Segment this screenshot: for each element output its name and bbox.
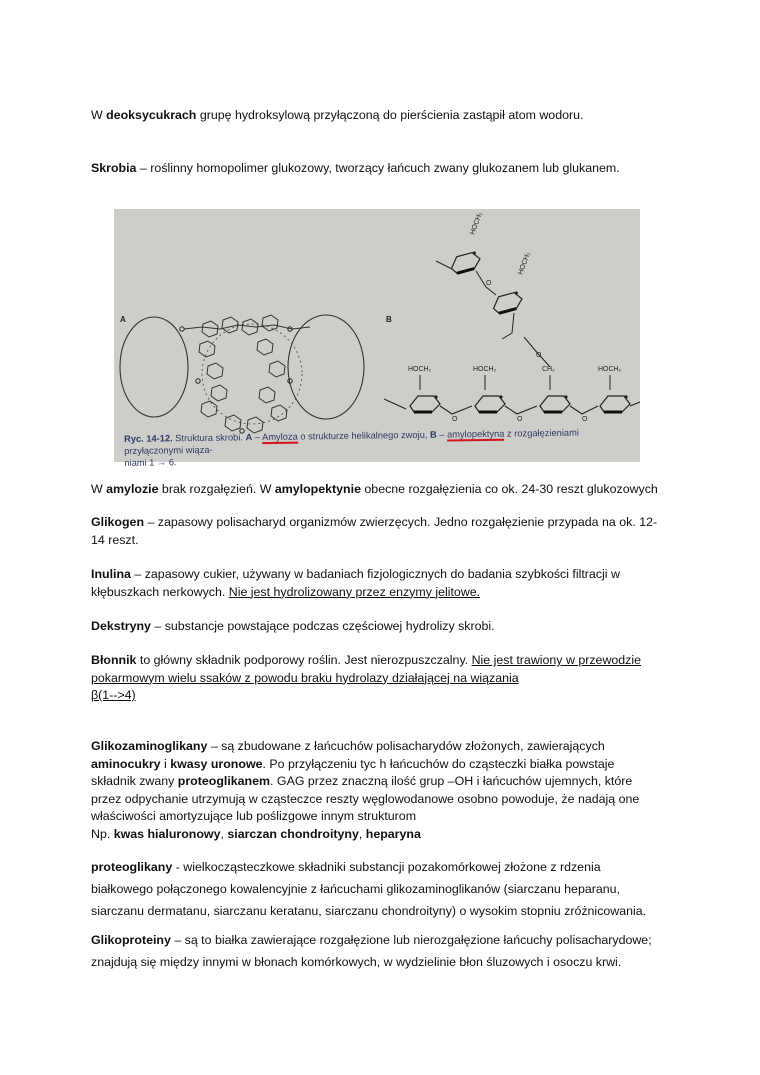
figure-caption: Ryc. 14-12. Struktura skrobi. A – Amyloza o strukturze helikalnego zwoju, B – amylopektyna z rozgałęzieniami przyłączonymi wiąza- niami 1 → 6. xyxy=(124,427,579,468)
ch2-label: CH₂ xyxy=(542,366,555,373)
caption-amyloza: Amyloza xyxy=(262,431,298,443)
hoch2-label-3: HOCH₂ xyxy=(598,366,622,373)
term-glikoproteiny: Glikoproteiny xyxy=(91,933,171,947)
svg-text:O: O xyxy=(536,352,542,359)
term-amylopektyna: amylopektynie xyxy=(274,482,361,496)
paragraph-dekstryny: Dekstryny – substancje powstające podczas częściowej hydrolizy skrobi. xyxy=(91,619,495,633)
hoch2-label-1: HOCH₂ xyxy=(408,366,432,373)
svg-text:O: O xyxy=(486,280,492,287)
figure-label-a: A xyxy=(120,315,126,324)
paragraph-amyloza: W amylozie brak rozgałęzień. W amylopektynie obecne rozgałęzienia co ok. 24-30 reszt glukozowych xyxy=(91,482,658,496)
svg-text:O: O xyxy=(517,416,523,423)
svg-text:HOCH₂: HOCH₂ xyxy=(517,251,532,276)
term-skrobia: Skrobia xyxy=(91,161,137,175)
term-glikozaminoglikany: Glikozaminoglikany xyxy=(91,739,208,753)
figure-label-b: B xyxy=(386,315,392,324)
starch-structure-drawing xyxy=(114,209,640,462)
paragraph-blonnik: Błonnik to główny składnik podporowy roślin. Jest nierozpuszczalny. Nie jest trawiony w przewodzie pokarmowym wielu ssaków z powodu braku hydrolazy działającej na wiązania β(1-->4) xyxy=(91,653,642,702)
term-amyloza: amylozie xyxy=(106,482,159,496)
svg-text:O: O xyxy=(452,416,458,423)
svg-text:O: O xyxy=(582,416,588,423)
paragraph-glikoproteiny: Glikoproteiny – są to białka zawierające rozgałęzione lub nierozgałęzione łańcuchy polisacharydowe; znajdują się między innymi w błonach komórkowych, w wydzielinie błon śluzowych i osoczu krwi. xyxy=(91,933,652,969)
amylose-helix-diagram xyxy=(120,315,364,433)
term-dekstryny: Dekstryny xyxy=(91,619,151,633)
amylopectin-branch-diagram xyxy=(384,211,640,423)
term-glikogen: Glikogen xyxy=(91,515,145,529)
paragraph-skrobia: Skrobia – roślinny homopolimer glukozowy, tworzący łańcuch zwany glukozanem lub glukanem. xyxy=(91,161,620,175)
paragraph-inulina: Inulina – zapasowy cukier, używany w badaniach fizjologicznych do badania szybkości filtracji w kłębuszkach nerkowych. Nie jest hydrolizowany przez enzymy jelitowe. xyxy=(91,567,620,599)
paragraph-glikogen: Glikogen – zapasowy polisacharyd organizmów zwierzęcych. Jedno rozgałęzienie przypada na ok. 12- 14 reszt. xyxy=(91,515,658,547)
term-blonnik: Błonnik xyxy=(91,653,137,667)
term-deoksycukry: deoksycukrach xyxy=(106,108,197,122)
paragraph-glikozaminoglikany: Glikozaminoglikany – są zbudowane z łańcuchów polisacharydów złożonych, zawierających aminocukry i kwasy uronowe. Po przyłączeniu tyc h łańcuchów do cząsteczki białka powstaje składnik zwany proteoglikanem. GAG przez znaczną ilość grup –OH i łańcuchów ujemnych, które przez odpychanie utrzymują w cząsteczce reszty węglowodanowe osobno powoduje, że nadają one właściwości amortyzujące lub poślizgowe innym strukturom Np. kwas hialuronowy, siarczan chondroityny, heparyna xyxy=(91,739,640,841)
paragraph-deoksycukry: W deoksycukrach grupę hydroksylową przyłączoną do pierścienia zastąpił atom wodoru. xyxy=(91,108,584,122)
term-inulina: Inulina xyxy=(91,567,131,581)
term-proteoglikany: proteoglikany xyxy=(91,860,173,874)
caption-amylopektyna: amylopektyna xyxy=(446,428,505,440)
starch-structure-figure xyxy=(114,209,640,468)
hoch2-label-2: HOCH₂ xyxy=(473,366,497,373)
svg-text:HOCH₂: HOCH₂ xyxy=(469,211,484,236)
paragraph-proteoglikany: proteoglikany - wielkocząsteczkowe składniki substancji pozakomórkowej złożone z rdzenia białkowego połączonego kowalencyjnie z łańcuchami glikozaminoglikanów (siarczanu heparanu, siarczanu dermatanu, siarczanu keratanu, siarczanu chondroityny) o wysokim stopniu zróżnicowania. xyxy=(91,860,647,918)
